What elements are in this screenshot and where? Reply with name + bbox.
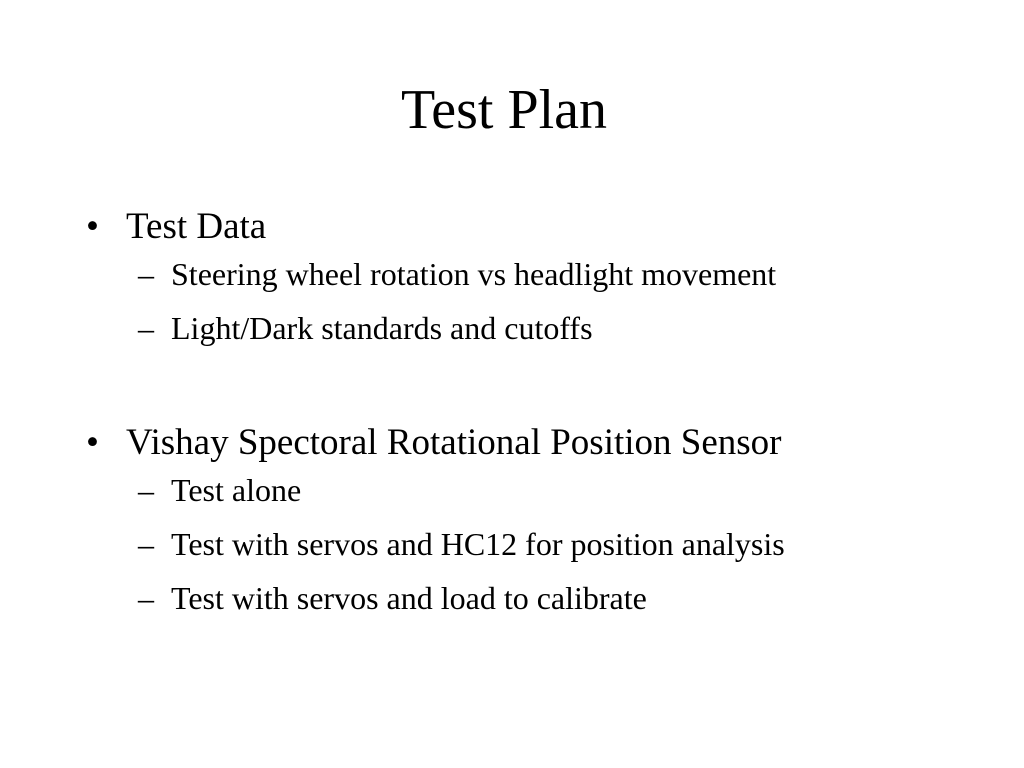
bullet-dot-icon: • [86, 206, 99, 247]
sub-bullet-text: Steering wheel rotation vs headlight movement [171, 256, 777, 292]
dash-icon: – [138, 310, 154, 346]
sub-bullet-item [0, 252, 1024, 306]
sub-bullet-text: Test with servos and load to calibrate [171, 580, 647, 616]
dash-icon: – [138, 526, 154, 562]
sub-bullet-text: Light/Dark standards and cutoffs [171, 310, 593, 346]
dash-icon: – [138, 472, 154, 508]
sub-bullet-text: Test alone [171, 472, 302, 508]
bullet-item [0, 202, 1024, 252]
bullet-text: Test Data [126, 206, 267, 247]
bullet-text: Vishay Spectoral Rotational Position Sensor [126, 422, 782, 463]
dash-icon: – [138, 256, 154, 292]
sub-bullet-item [0, 468, 1024, 522]
bullet-item [0, 418, 1024, 468]
sub-bullet-text: Test with servos and HC12 for position analysis [171, 526, 785, 562]
slide-title: Test Plan [400, 79, 608, 141]
sub-bullet-item [0, 522, 1024, 576]
sub-bullet-item [0, 576, 1024, 630]
sub-bullet-item [0, 306, 1024, 360]
section-test-data [0, 202, 1024, 360]
bullet-dot-icon: • [86, 422, 99, 463]
section-position-sensor [0, 418, 1024, 630]
dash-icon: – [138, 580, 154, 616]
